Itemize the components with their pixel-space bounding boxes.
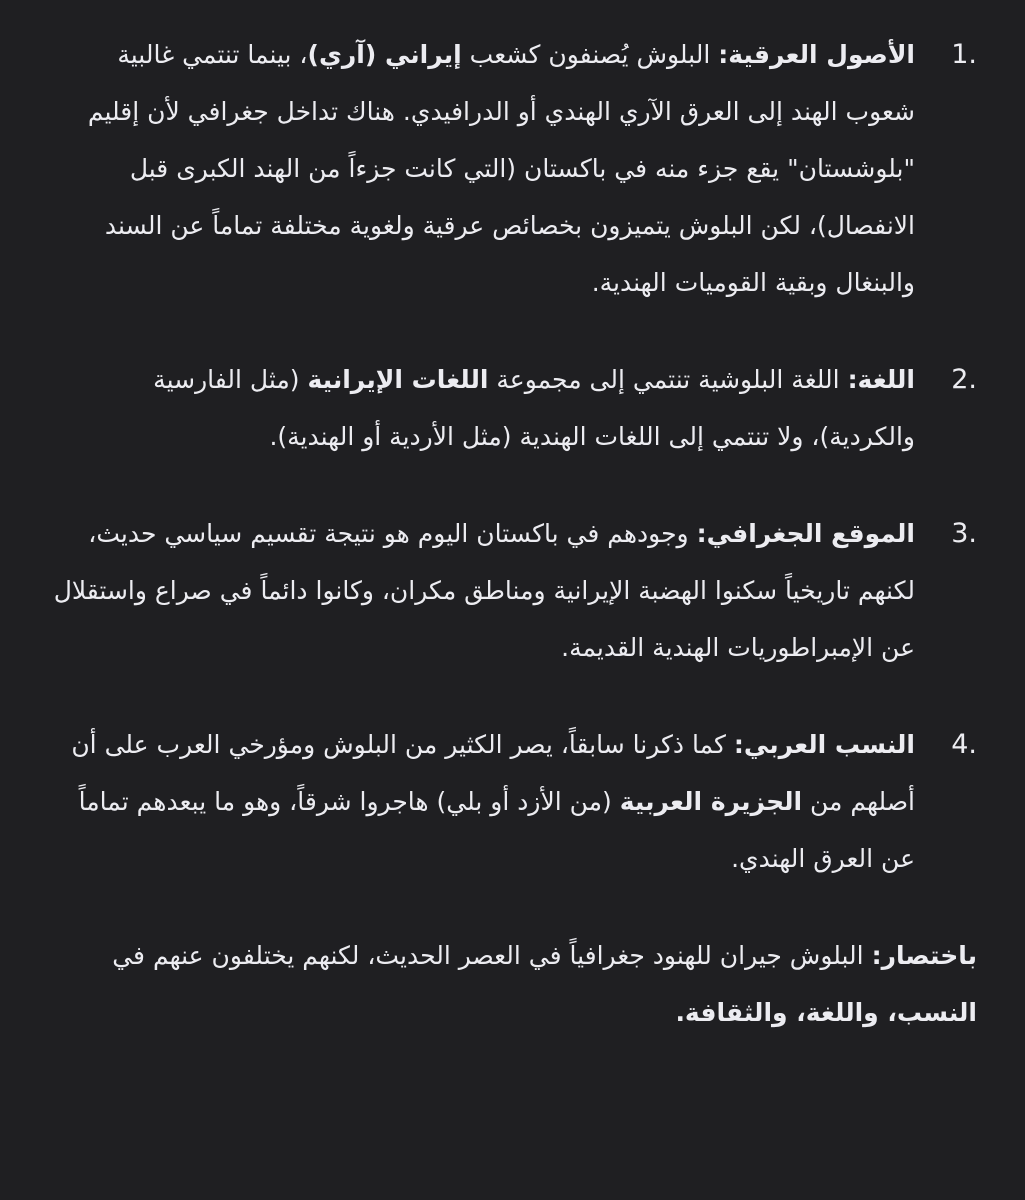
list-item (49, 505, 977, 676)
response-content (49, 26, 977, 1066)
summary-lead: باختصار: (871, 941, 977, 970)
item-title: الموقع الجغرافي: (696, 519, 915, 548)
item-number: 2. (951, 364, 977, 395)
summary-emphasis: النسب، واللغة، والثقافة. (675, 998, 977, 1027)
list-item (49, 26, 977, 311)
item-text: الأصول العرقية: البلوش يُصنفون كشعب إيراني (آري)، بينما تنتمي غالبية شعوب الهند إلى العرق الآري الهندي أو الدرافيدي. هناك تداخل جغرافي لأن إقليم "بلوشستان" يقع جزء منه في باكستان (التي كانت جزءاً من الهند الكبرى قبل الانفصال)، لكن البلوش يتميزون بخصائص عرقية ولغوية مختلفة تماماً عن السند والبنغال وبقية القوميات الهندية. (87, 40, 915, 297)
item-number: 1. (951, 39, 977, 70)
numbered-list (49, 26, 977, 887)
item-number: 3. (951, 518, 977, 549)
summary-paragraph (49, 927, 977, 1041)
item-title: اللغة: (847, 365, 915, 394)
item-number: 4. (951, 729, 977, 760)
list-item (49, 351, 977, 465)
item-title: الأصول العرقية: (718, 40, 915, 69)
item-text: الموقع الجغرافي: وجودهم في باكستان اليوم هو نتيجة تقسيم سياسي حديث، لكنهم تاريخياً سكنوا الهضبة الإيرانية ومناطق مكران، وكانوا دائماً في صراع واستقلال عن الإمبراطوريات الهندية القديمة. (53, 519, 915, 662)
list-item (49, 716, 977, 887)
item-title: النسب العربي: (733, 730, 915, 759)
item-text: النسب العربي: كما ذكرنا سابقاً، يصر الكثير من البلوش ومؤرخي العرب على أن أصلهم من الجزيرة العربية (من الأزد أو بلي) هاجروا شرقاً، وهو ما يبعدهم تماماً عن العرق الهندي. (71, 730, 915, 873)
item-text: اللغة: اللغة البلوشية تنتمي إلى مجموعة اللغات الإيرانية (مثل الفارسية والكردية)، ولا تنتمي إلى اللغات الهندية (مثل الأردية أو الهندية). (153, 365, 915, 451)
summary-text: البلوش جيران للهنود جغرافياً في العصر الحديث، لكنهم يختلفون عنهم في (112, 941, 872, 970)
